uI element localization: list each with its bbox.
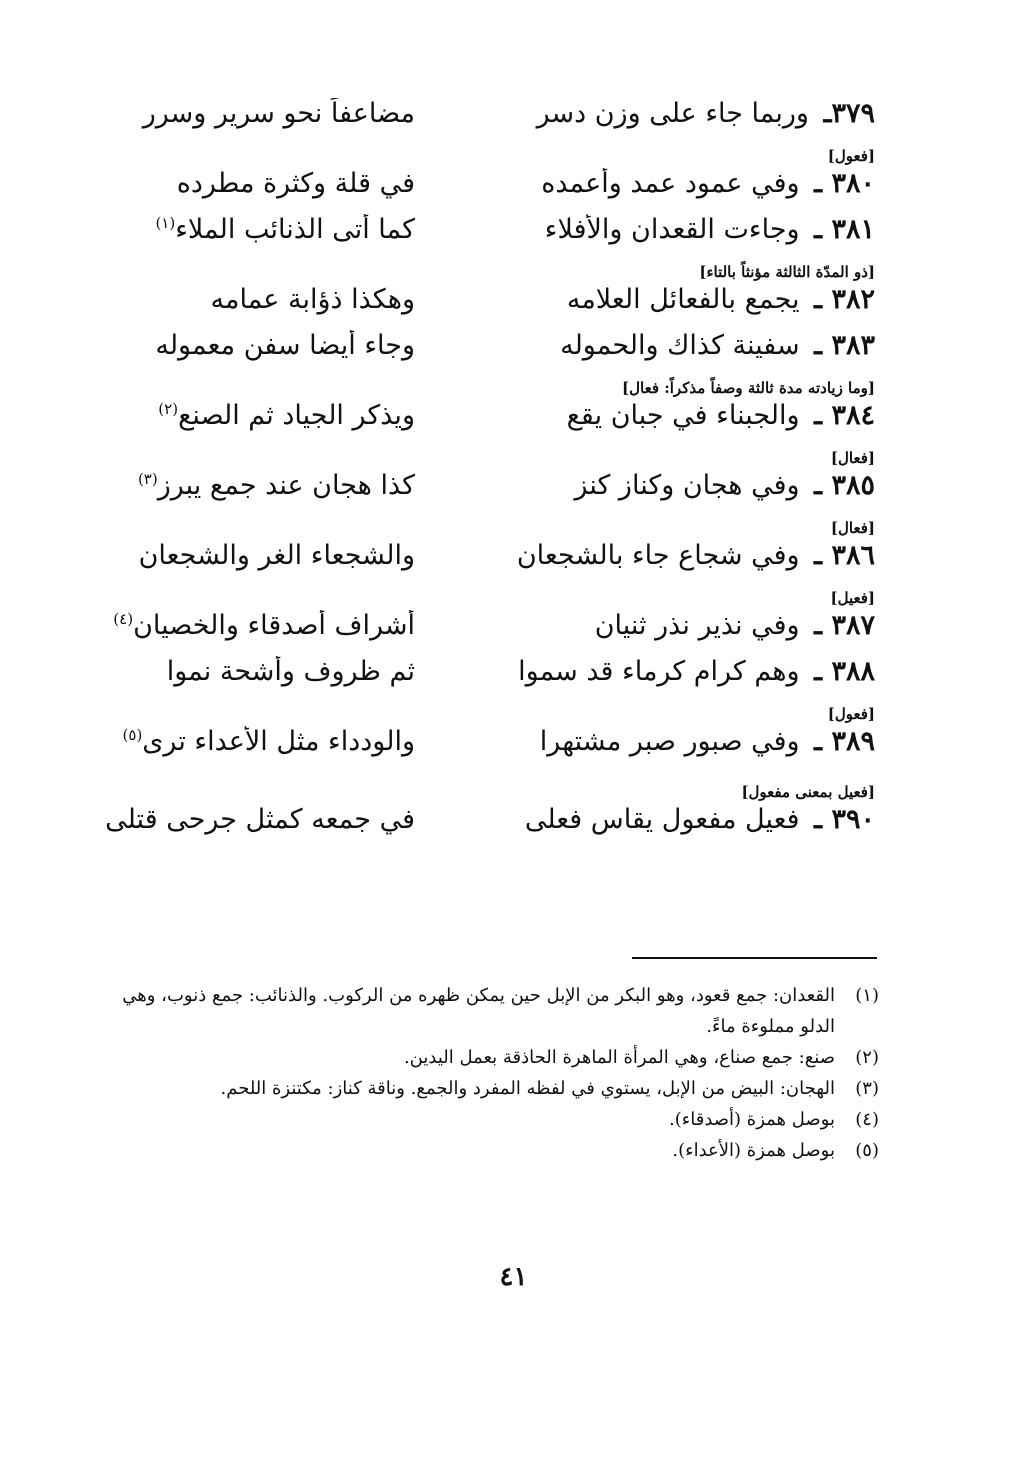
verse-number: ٣٨٩ ـ: [814, 726, 875, 757]
section-heading: [ذو المدّة الثالثة مؤنثاً بالتاء]: [699, 263, 875, 281]
hemistich-text: وجاء أيضا سفن معموله: [155, 330, 415, 361]
verse-first-hemistich: [455, 804, 875, 835]
footnotes: [88, 980, 879, 1166]
hemistich-text: فعيل مفعول يقاس فعلى: [524, 804, 800, 835]
verse-second-hemistich: [70, 540, 415, 571]
hemistich-text: وجاءت القعدان والأفلاء: [544, 214, 800, 245]
hemistich-text: وفي نذير نذر ثنيان: [594, 610, 800, 641]
hemistich-text: وربما جاء على وزن دسر: [536, 98, 809, 129]
verse-second-hemistich: [70, 400, 415, 431]
footnote-2: [88, 1042, 879, 1073]
footnote-number: (٣): [855, 1078, 879, 1099]
footnote-marker: (٥): [122, 726, 143, 744]
verse-number: ٣٩٠ ـ: [814, 804, 875, 835]
verse-first-hemistich: [455, 98, 875, 129]
footnote-4: [88, 1104, 879, 1135]
verse-first-hemistich: [455, 284, 875, 315]
footnote-number: (١): [855, 985, 879, 1006]
verse-second-hemistich: [70, 726, 415, 757]
footnote-marker: (٣): [137, 470, 158, 488]
verse-381: [70, 214, 875, 260]
verse-first-hemistich: [455, 540, 875, 571]
verse-second-hemistich: [70, 804, 415, 835]
verse-number: ٣٨٤ ـ: [814, 400, 875, 431]
verse-385: [70, 470, 875, 516]
verse-number: ٣٨٠ ـ: [814, 168, 875, 199]
footnote-number: (٤): [855, 1109, 879, 1130]
footnote-marker: (١): [155, 214, 176, 232]
verse-380: [70, 168, 875, 214]
verse-number: ٣٨٢ ـ: [814, 284, 875, 315]
hemistich-text: وهكذا ذؤابة عمامه: [210, 284, 415, 315]
hemistich-text: سفينة كذاك والحموله: [560, 330, 800, 361]
verse-first-hemistich: [455, 726, 875, 757]
page-number: ٤١: [499, 1262, 528, 1292]
verse-number: ٣٨٨ ـ: [814, 656, 875, 687]
footnote-text: صنع: جمع صناع، وهي المرأة الماهرة الحاذقة بعمل اليدين.: [403, 1047, 835, 1068]
verse-second-hemistich: [70, 656, 415, 687]
verse-second-hemistich: [70, 470, 415, 501]
hemistich-text: في جمعه كمثل جرحى قتلى: [105, 804, 415, 835]
verse-second-hemistich: [70, 214, 415, 245]
verse-first-hemistich: [455, 330, 875, 361]
verse-second-hemistich: [70, 98, 415, 129]
verse-first-hemistich: [455, 470, 875, 501]
verse-390: [70, 804, 875, 850]
section-heading: [فعول]: [827, 705, 875, 723]
footnote-number: (٢): [855, 1047, 879, 1068]
verse-list: [70, 98, 875, 850]
hemistich-text: والشجعاء الغر والشجعان: [138, 540, 415, 571]
section-heading: [وما زيادته مدة ثالثة وصفاً مذكراً: فعال]: [622, 379, 875, 397]
verse-first-hemistich: [455, 610, 875, 641]
hemistich-text: أشراف أصدقاء والخصيان: [133, 610, 415, 641]
section-heading: [فعول]: [827, 147, 875, 165]
section-heading: [فعيل بمعنى مفعول]: [741, 783, 875, 801]
verse-first-hemistich: [455, 400, 875, 431]
footnote-text: الهجان: البيض من الإبل، يستوي في لفظه المفرد والجمع. وناقة كناز: مكتنزة اللحم.: [220, 1078, 835, 1099]
verse-number: ٣٨١ ـ: [814, 214, 875, 245]
verse-388: [70, 656, 875, 702]
hemistich-text: وفي شجاع جاء بالشجعان: [516, 540, 800, 571]
hemistich-text: مضاعفاً نحو سرير وسرر: [142, 98, 415, 129]
verse-382: [70, 284, 875, 330]
verse-second-hemistich: [70, 610, 415, 641]
footnote-marker: (٢): [158, 400, 179, 418]
verse-number: ٣٧٩ـ: [823, 98, 875, 129]
hemistich-text: وفي هجان وكناز كنز: [574, 470, 800, 501]
verse-number: ٣٨٣ ـ: [814, 330, 875, 361]
hemistich-text: ويذكر الجياد ثم الصنع: [178, 400, 415, 431]
hemistich-text: وفي عمود عمد وأعمده: [541, 168, 800, 199]
verse-second-hemistich: [70, 284, 415, 315]
footnote-text: القعدان: جمع قعود، وهو البكر من الإبل حين يمكن ظهره من الركوب. والذنائب: جمع ذنوب، وهي الدلو مملوءة ماءً.: [122, 985, 835, 1037]
verse-383: [70, 330, 875, 376]
section-heading: [فعيل]: [830, 589, 875, 607]
verse-second-hemistich: [70, 168, 415, 199]
verse-number: ٣٨٥ ـ: [814, 470, 875, 501]
verse-first-hemistich: [455, 656, 875, 687]
hemistich-text: كذا هجان عند جمع يبرز: [157, 470, 415, 501]
verse-number: ٣٨٦ ـ: [814, 540, 875, 571]
verse-384: [70, 400, 875, 446]
footnote-text: بوصل همزة (أصدقاء).: [669, 1109, 835, 1130]
verse-389: [70, 726, 875, 772]
hemistich-text: وهم كرام كرماء قد سموا: [518, 656, 800, 687]
section-heading: [فعال]: [830, 449, 875, 467]
hemistich-text: وفي صبور صبر مشتهرا: [539, 726, 800, 757]
section-heading: [فعال]: [830, 519, 875, 537]
verse-379: [70, 98, 875, 144]
hemistich-text: والجبناء في جبان يقع: [566, 400, 800, 431]
footnote-divider: [632, 957, 877, 959]
footnote-3: [88, 1073, 879, 1104]
footnote-marker: (٤): [113, 610, 134, 628]
verse-first-hemistich: [455, 214, 875, 245]
verse-386: [70, 540, 875, 586]
hemistich-text: في قلة وكثرة مطرده: [176, 168, 415, 199]
hemistich-text: كما أتى الذنائب الملاء: [175, 214, 415, 245]
footnote-5: [88, 1135, 879, 1166]
footnote-1: [88, 980, 879, 1042]
verse-first-hemistich: [455, 168, 875, 199]
verse-second-hemistich: [70, 330, 415, 361]
hemistich-text: والودداء مثل الأعداء ترى: [142, 726, 415, 757]
footnote-text: بوصل همزة (الأعداء).: [672, 1140, 835, 1161]
hemistich-text: يجمع بالفعائل العلامه: [566, 284, 800, 315]
footnote-number: (٥): [855, 1140, 879, 1161]
verse-number: ٣٨٧ ـ: [814, 610, 875, 641]
verse-387: [70, 610, 875, 656]
hemistich-text: ثم ظروف وأشحة نموا: [166, 656, 415, 687]
